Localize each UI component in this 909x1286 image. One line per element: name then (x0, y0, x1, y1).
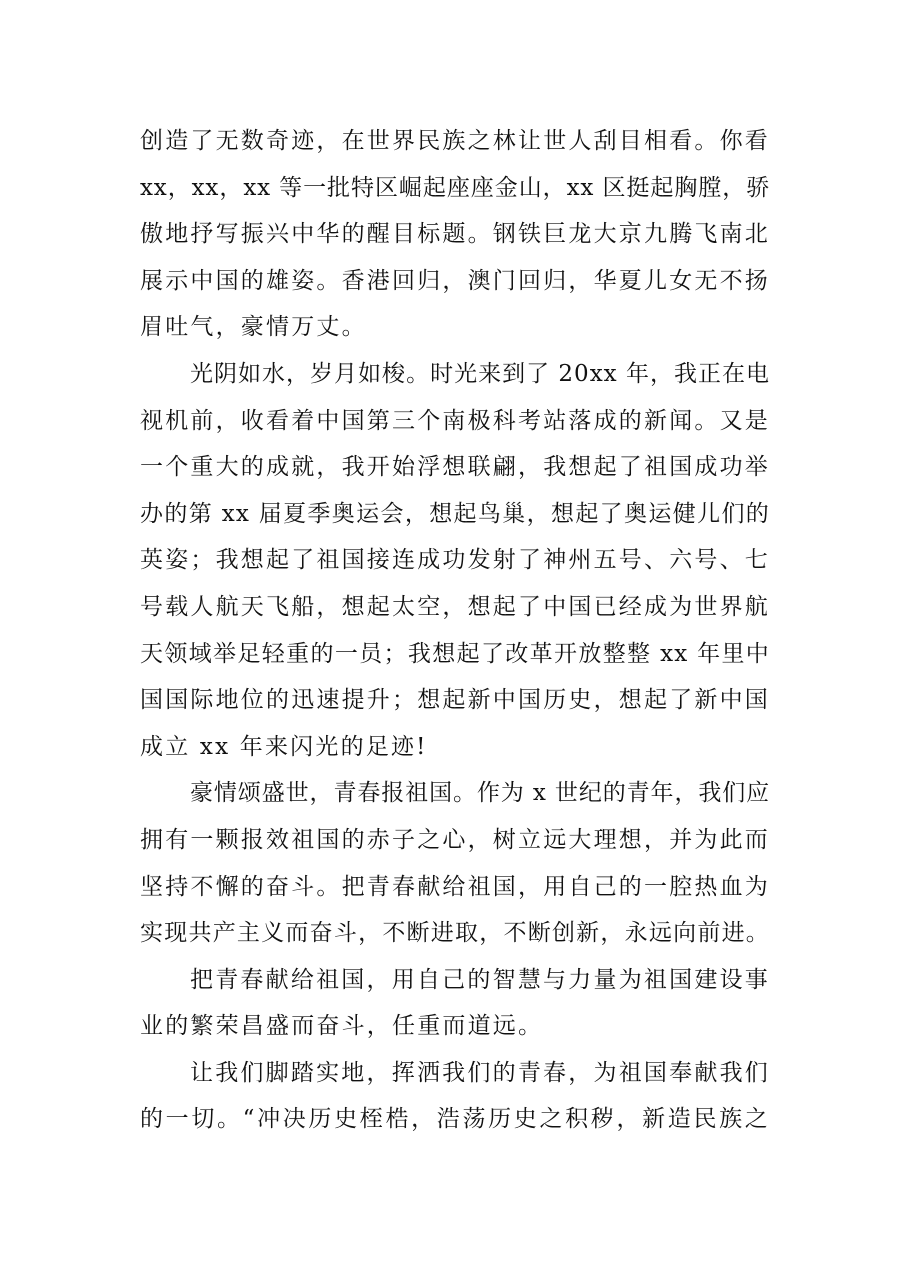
text-line: 把青春献给祖国，用自己的智慧与力量为祖国建设事 (190, 966, 770, 993)
text-line: 傲地抒写振兴中华的醒目标题。钢铁巨龙大京九腾飞南北 (140, 221, 770, 248)
paragraph-4 (140, 957, 770, 1050)
paragraph-5 (140, 1050, 770, 1143)
text-line: 天领域举足轻重的一员；我想起了改革开放整整 xx 年里中 (140, 640, 770, 667)
paragraph-3 (140, 770, 770, 956)
text-line: 坚持不懈的奋斗。把青春献给祖国，用自己的一腔热血为 (140, 873, 770, 900)
text-line: 实现共产主义而奋斗，不断进取，不断创新，永远向前进。 (140, 920, 770, 947)
text-line: 眉吐气，豪情万丈。 (140, 314, 367, 341)
document-body (140, 118, 770, 1143)
text-line: 办的第 xx 届夏季奥运会，想起鸟巢，想起了奥运健儿们的 (140, 500, 770, 527)
text-line: 视机前，收看着中国第三个南极科考站落成的新闻。又是 (140, 407, 770, 434)
text-line: 创造了无数奇迹，在世界民族之林让世人刮目相看。你看 (140, 128, 770, 154)
text-line: 的一切。“冲决历史桎梏，浩荡历史之积秽，新造民族之 (140, 1106, 770, 1133)
text-line: 成立 xx 年来闪光的足迹! (140, 733, 428, 760)
text-line: 让我们脚踏实地，挥洒我们的青春，为祖国奉献我们 (190, 1059, 770, 1086)
paragraph-1 (140, 118, 770, 351)
text-line: 英姿；我想起了祖国接连成功发射了神州五号、六号、七 (140, 547, 770, 574)
text-line: 业的繁荣昌盛而奋斗，任重而道远。 (140, 1013, 544, 1040)
text-line: xx，xx，xx 等一批特区崛起座座金山，xx 区挺起胸膛，骄 (140, 174, 770, 201)
text-line: 展示中国的雄姿。香港回归，澳门回归，华夏儿女无不扬 (140, 267, 770, 294)
text-line: 国国际地位的迅速提升；想起新中国历史，想起了新中国 (140, 687, 770, 714)
text-line: 豪情颂盛世，青春报祖国。作为 x 世纪的青年，我们应 (190, 780, 770, 807)
text-line: 光阴如水，岁月如梭。时光来到了 20xx 年，我正在电 (190, 360, 770, 387)
text-line: 拥有一颗报效祖国的赤子之心，树立远大理想，并为此而 (140, 826, 770, 853)
paragraph-2 (140, 351, 770, 770)
text-line: 一个重大的成就，我开始浮想联翩，我想起了祖国成功举 (140, 454, 770, 481)
text-line: 号载人航天飞船，想起太空，想起了中国已经成为世界航 (140, 593, 770, 620)
